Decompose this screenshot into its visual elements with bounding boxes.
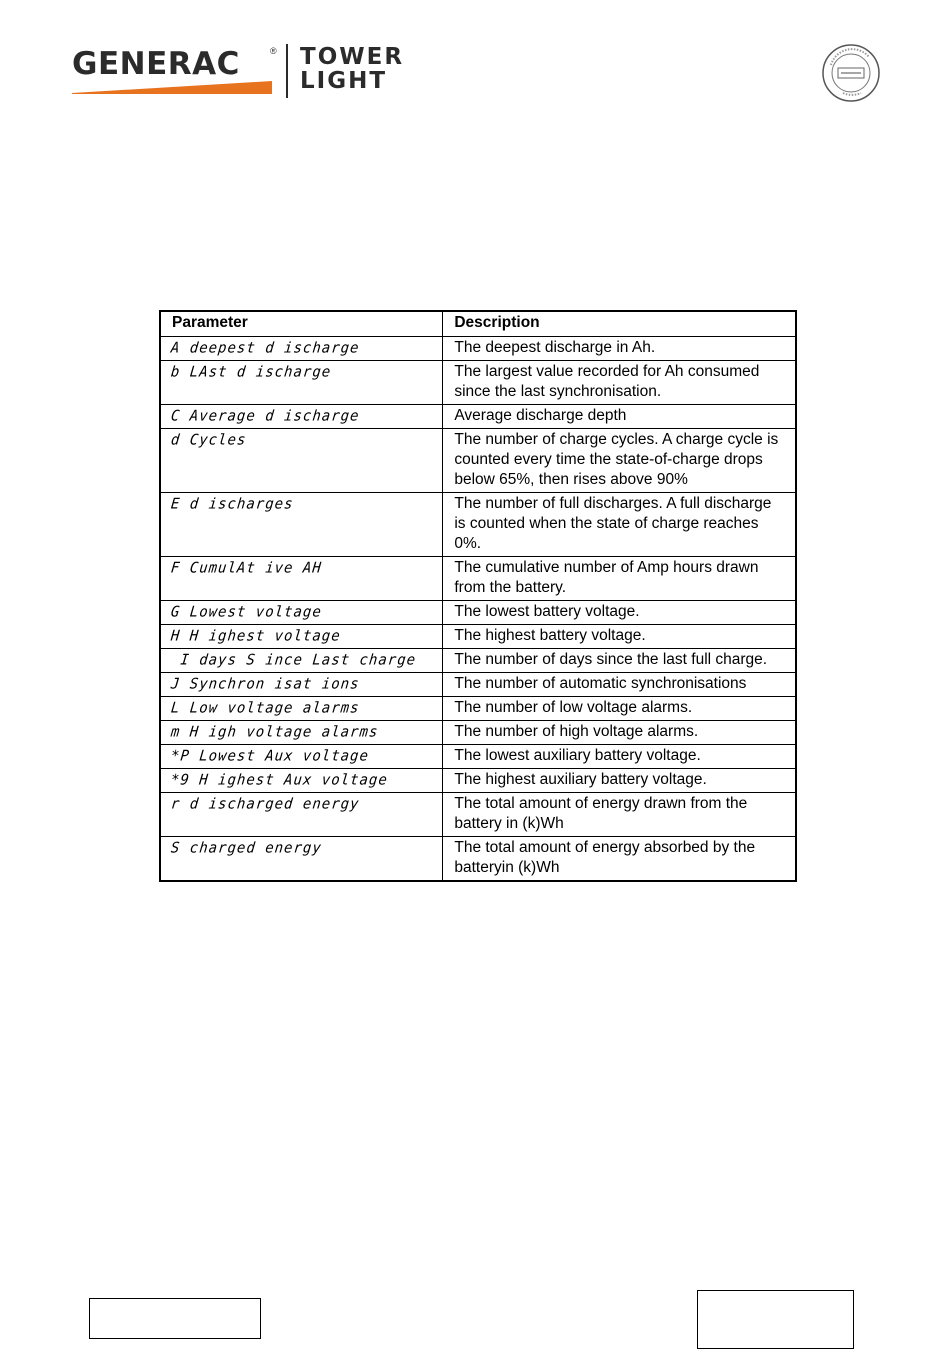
table-header-row xyxy=(160,311,796,337)
parameter-code: m H igh voltage alarms xyxy=(170,724,380,741)
parameter-code: J Synchron isat ions xyxy=(170,676,361,693)
parameter-code: *9 H ighest Aux voltage xyxy=(170,772,389,789)
table-row xyxy=(160,557,796,601)
parameter-table xyxy=(159,310,797,882)
table-row xyxy=(160,405,796,429)
description-cell: The deepest discharge in Ah. xyxy=(443,337,796,361)
description-cell: The number of automatic synchronisations xyxy=(443,673,796,697)
logo-divider xyxy=(286,44,288,98)
parameter-cell xyxy=(160,405,443,429)
table-row xyxy=(160,429,796,493)
description-cell: The number of full discharges. A full discharge is counted when the state of charge reaches 0%. xyxy=(443,493,796,557)
description-cell: The highest auxiliary battery voltage. xyxy=(443,769,796,793)
product-line-2: LIGHT xyxy=(300,68,388,94)
parameter-cell xyxy=(160,493,443,557)
parameter-code: I days S ince Last charge xyxy=(170,652,417,669)
footer-right-box xyxy=(697,1290,854,1349)
parameter-code: G Lowest voltage xyxy=(170,604,323,621)
parameter-cell xyxy=(160,601,443,625)
parameter-code: b LAst d ischarge xyxy=(170,364,333,381)
parameter-cell xyxy=(160,557,443,601)
parameter-code: *P Lowest Aux voltage xyxy=(170,748,370,765)
header-description: Description xyxy=(443,311,796,337)
parameter-cell xyxy=(160,361,443,405)
parameter-cell xyxy=(160,721,443,745)
product-line-1: TOWER xyxy=(300,44,405,70)
table-row xyxy=(160,793,796,837)
parameter-code: A deepest d ischarge xyxy=(170,340,361,357)
parameter-cell xyxy=(160,429,443,493)
table-row xyxy=(160,361,796,405)
footer-left-box xyxy=(89,1298,261,1339)
parameter-code: L Low voltage alarms xyxy=(170,700,361,717)
parameter-cell xyxy=(160,697,443,721)
table-row xyxy=(160,673,796,697)
parameter-cell xyxy=(160,649,443,673)
parameter-code: H H ighest voltage xyxy=(170,628,342,645)
description-cell: The lowest auxiliary battery voltage. xyxy=(443,745,796,769)
parameter-cell xyxy=(160,673,443,697)
table-row xyxy=(160,493,796,557)
description-cell: The number of low voltage alarms. xyxy=(443,697,796,721)
description-cell: The number of high voltage alarms. xyxy=(443,721,796,745)
table-row xyxy=(160,337,796,361)
parameter-cell xyxy=(160,625,443,649)
table-row xyxy=(160,601,796,625)
header-parameter: Parameter xyxy=(160,311,443,337)
description-cell: The largest value recorded for Ah consumed since the last synchronisation. xyxy=(443,361,796,405)
parameter-code: F CumulAt ive AH xyxy=(170,560,323,577)
table-row xyxy=(160,649,796,673)
parameter-cell xyxy=(160,337,443,361)
description-cell: The lowest battery voltage. xyxy=(443,601,796,625)
description-cell: The total amount of energy absorbed by the batteryin (k)Wh xyxy=(443,837,796,882)
table-row xyxy=(160,625,796,649)
table-row xyxy=(160,697,796,721)
table-row xyxy=(160,837,796,882)
description-cell: The number of charge cycles. A charge cycle is counted every time the state-of-charge drops below 65%, then rises above 90% xyxy=(443,429,796,493)
parameter-code: r d ischarged energy xyxy=(170,796,361,813)
description-cell: The number of days since the last full charge. xyxy=(443,649,796,673)
parameter-code: C Average d ischarge xyxy=(170,408,361,425)
parameter-cell xyxy=(160,793,443,837)
product-name xyxy=(300,45,404,93)
brand-name: GENERAC xyxy=(72,46,240,82)
description-cell: Average discharge depth xyxy=(443,405,796,429)
parameter-cell xyxy=(160,769,443,793)
description-cell: The cumulative number of Amp hours drawn from the battery. xyxy=(443,557,796,601)
logo-swoosh-icon xyxy=(72,79,272,95)
parameter-code: d Cycles xyxy=(170,432,248,449)
parameter-code: S charged energy xyxy=(170,840,323,857)
certification-seal-icon xyxy=(821,43,881,103)
table-body xyxy=(160,337,796,882)
parameter-code: E d ischarges xyxy=(170,496,295,513)
table-row xyxy=(160,745,796,769)
table-row xyxy=(160,769,796,793)
description-cell: The highest battery voltage. xyxy=(443,625,796,649)
table-row xyxy=(160,721,796,745)
registered-mark: ® xyxy=(270,46,277,56)
description-cell: The total amount of energy drawn from the battery in (k)Wh xyxy=(443,793,796,837)
parameter-cell xyxy=(160,745,443,769)
parameter-cell xyxy=(160,837,443,882)
